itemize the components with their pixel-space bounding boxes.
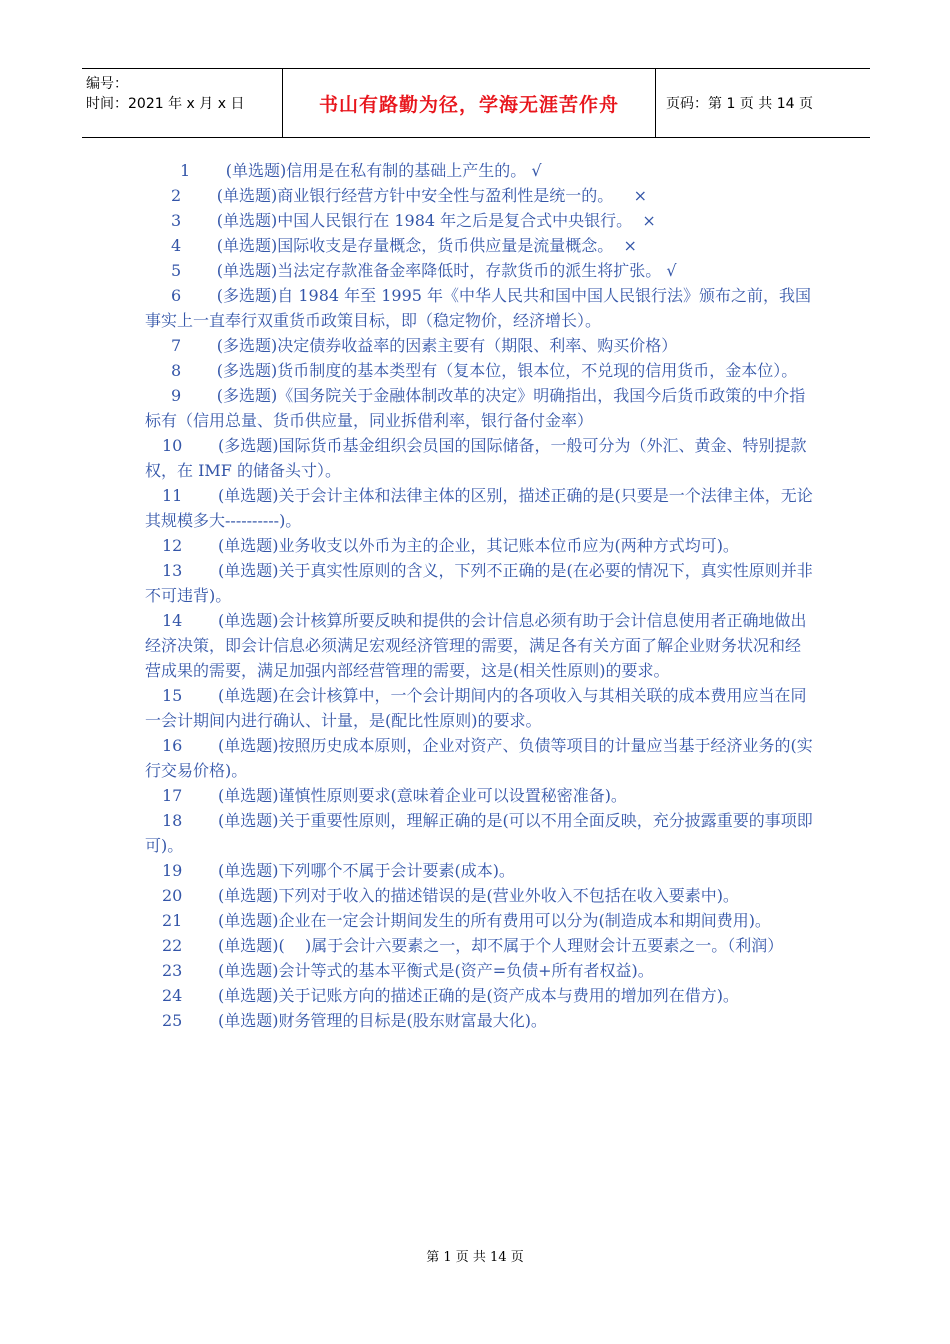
page-footer: 第 1 页 共 14 页	[426, 1250, 524, 1265]
question-item: 10 (多选题)国际货币基金组织会员国的国际储备，一般可分为（外汇、黄金、特别提款权，在 IMF 的储备头寸）。	[145, 436, 807, 480]
question-item: 8 (多选题)货币制度的基本类型有（复本位，银本位，不兑现的信用货币，金本位）。	[171, 361, 798, 380]
question-item: 13 (单选题)关于真实性原则的含义，下列不正确的是(在必要的情况下，真实性原则并非不可违背)。	[145, 561, 813, 605]
question-item: 15 (单选题)在会计核算中，一个会计期间内的各项收入与其相关联的成本费用应当在同一会计期间内进行确认、计量，是(配比性原则)的要求。	[145, 686, 807, 730]
question-item: 11 (单选题)关于会计主体和法律主体的区别，描述正确的是(只要是一个法律主体，无论其规模多大----------)。	[145, 486, 813, 530]
question-item: 4 (单选题)国际收支是存量概念，货币供应量是流量概念。 ×	[171, 236, 637, 255]
header-left-cell	[82, 69, 283, 137]
question-item: 24 (单选题)关于记账方向的描述正确的是(资产成本与费用的增加列在借方)。	[162, 986, 739, 1005]
question-item: 7 (多选题)决定债券收益率的因素主要有（期限、利率、购买价格）	[171, 336, 678, 355]
question-item: 12 (单选题)业务收支以外币为主的企业，其记账本位币应为(两种方式均可)。	[162, 536, 739, 555]
question-item: 14 (单选题)会计核算所要反映和提供的会计信息必须有助于会计信息使用者正确地做出经济决策，即会计信息必须满足宏观经济管理的需要，满足各有关方面了解企业财务状况和经营成果的需要，满足加强内部经营管理的需要，这是(相关性原则)的要求。	[145, 611, 807, 680]
question-item: 23 (单选题)会计等式的基本平衡式是(资产=负债+所有者权益)。	[162, 961, 654, 980]
question-item: 17 (单选题)谨慎性原则要求(意味着企业可以设置秘密准备)。	[162, 786, 627, 805]
document-number-label: 编号：	[86, 76, 128, 92]
question-item: 3 (单选题)中国人民银行在 1984 年之后是复合式中央银行。 ×	[171, 211, 656, 230]
question-item: 16 (单选题)按照历史成本原则，企业对资产、负债等项目的计量应当基于经济业务的(实行交易价格)。	[145, 736, 813, 780]
header-page-number: 页码：第 1 页 共 14 页	[666, 96, 813, 112]
header-motto-cell	[283, 69, 656, 137]
document-date-label: 时间：2021 年 x 月 x 日	[86, 96, 245, 112]
question-item: 18 (单选题)关于重要性原则，理解正确的是(可以不用全面反映，充分披露重要的事项即可)。	[145, 811, 813, 855]
header-page-cell	[656, 69, 870, 137]
question-item: 25 (单选题)财务管理的目标是(股东财富最大化)。	[162, 1011, 547, 1030]
question-item: 22 (单选题)( )属于会计六要素之一，却不属于个人理财会计五要素之一。（利润）	[162, 936, 784, 955]
question-item: 6 (多选题)自 1984 年至 1995 年《中华人民共和国中国人民银行法》颁布之前，我国事实上一直奉行双重货币政策目标，即（稳定物价，经济增长）。	[145, 286, 812, 330]
question-item: 5 (单选题)当法定存款准备金率降低时，存款货币的派生将扩张。 √	[171, 261, 677, 280]
question-item: 2 (单选题)商业银行经营方针中安全性与盈利性是统一的。 ×	[171, 186, 648, 205]
question-item: 9 (多选题)《国务院关于金融体制改革的决定》明确指出，我国今后货币政策的中介指标有（信用总量、货币供应量，同业拆借利率，银行备付金率）	[145, 386, 806, 430]
question-list	[145, 158, 813, 1033]
header-motto: 书山有路勤为径，学海无涯苦作舟	[318, 93, 619, 116]
page-header	[82, 68, 870, 138]
question-item: 19 (单选题)下列哪个不属于会计要素(成本)。	[162, 861, 515, 880]
question-item: 21 (单选题)企业在一定会计期间发生的所有费用可以分为(制造成本和期间费用)。	[162, 911, 771, 930]
question-item: 20 (单选题)下列对于收入的描述错误的是(营业外收入不包括在收入要素中)。	[162, 886, 739, 905]
question-item: 1 (单选题)信用是在私有制的基础上产生的。 √	[180, 161, 542, 180]
